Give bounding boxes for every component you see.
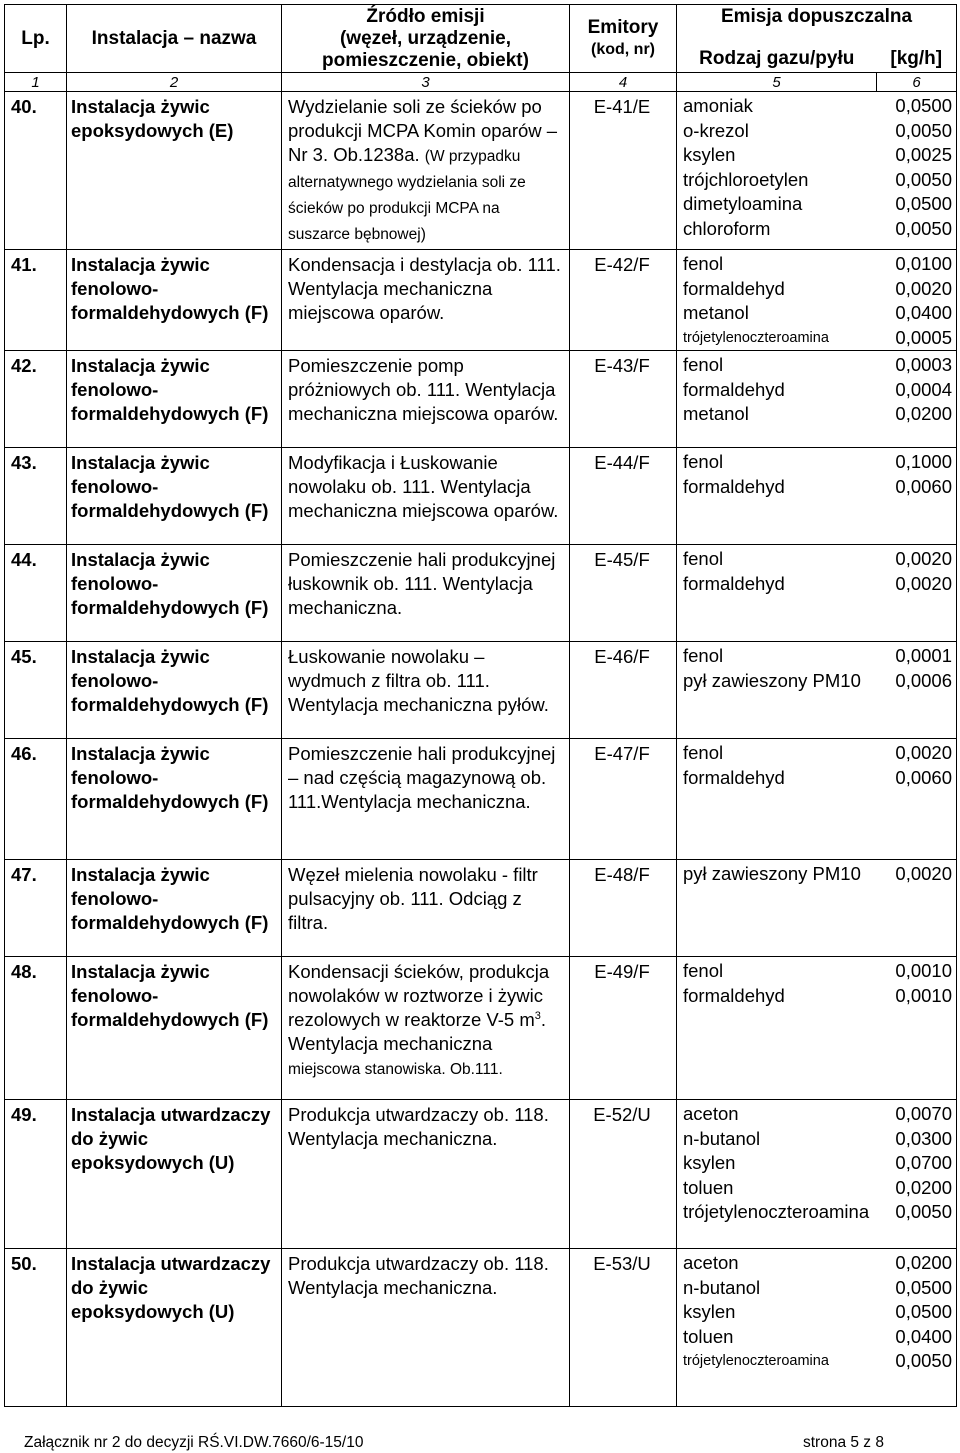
gas-name: metanol [683,403,749,424]
row-emission-source [282,545,570,642]
emission-source-text: Produkcja utwardzaczy ob. 118. Wentylacja mechaniczna. [288,1253,549,1298]
row-lp: 47. [5,860,67,957]
emission-source-text: Węzeł mielenia nowolaku - filtr pulsacyjny ob. 111. Odciąg z filtra. [288,864,538,933]
emission-source-note: miejscowa stanowiska. Ob.111. [288,1061,503,1078]
table-row [5,739,957,860]
header-jednostka: [kg/h] [877,29,957,73]
column-number-3: 3 [282,73,570,92]
emission-source-text: Łuskowanie nowolaku – wydmuch z filtra ob. 111. Wentylacja mechaniczna pyłów. [288,646,549,715]
column-number-1: 1 [5,73,67,92]
gas-emission-value: 0,0020 [895,863,952,884]
row-lp: 50. [5,1249,67,1407]
gas-emission-value: 0,0010 [895,984,952,1006]
gas-entry [683,1151,952,1176]
row-gas-list [677,642,957,739]
header-emitory-line2: (kod, nr) [591,40,655,58]
gas-name: trójetylenoczteroamina [683,329,829,346]
row-emission-source [282,642,570,739]
gas-name: o-krezol [683,119,749,141]
emission-source-text: Wydzielanie soli ze ścieków po produkcji MCPA Komin oparów – Nr 3. Ob.1238a. [288,96,558,165]
gas-emission-value: 0,0060 [895,475,952,497]
header-emisja: Emisja dopuszczalna [677,5,957,29]
row-lp: 45. [5,642,67,739]
row-emitter-code: E-45/F [570,545,677,642]
row-installation-name: Instalacja żywic epoksydowych (E) [67,92,282,250]
gas-name: fenol [683,960,724,981]
gas-emission-value: 0,0020 [895,548,952,569]
column-number-4: 4 [570,73,677,92]
gas-entry [683,301,952,326]
gas-entry [683,984,952,1009]
gas-name: metanol [683,302,749,323]
gas-entry [683,741,952,766]
header-emitory-line1: Emitory [587,16,659,38]
gas-entry [683,1349,952,1374]
table-row [5,545,957,642]
row-lp: 43. [5,448,67,545]
table-row [5,860,957,957]
table-row [5,92,957,250]
gas-entry [683,192,952,217]
gas-emission-value: 0,0001 [895,645,952,666]
gas-emission-value: 0,0010 [895,960,952,981]
gas-emission-value: 0,0050 [895,217,952,239]
gas-emission-value: 0,0006 [895,669,952,691]
emission-source-text-cont: . Wentylacja mechaniczna [288,1009,547,1054]
row-emitter-code: E-53/U [570,1249,677,1407]
gas-entry [683,326,952,351]
row-emitter-code: E-52/U [570,1100,677,1249]
column-number-2: 2 [67,73,282,92]
table-row [5,1100,957,1249]
gas-emission-value: 0,0200 [895,1252,952,1273]
table-row [5,351,957,448]
row-emission-source [282,1100,570,1249]
gas-entry [683,1127,952,1152]
row-installation-name: Instalacja żywic fenolowo-formaldehydowych (F) [67,642,282,739]
gas-entry [683,1176,952,1201]
gas-emission-value: 0,0050 [895,1201,952,1222]
row-lp: 49. [5,1100,67,1249]
row-gas-list [677,739,957,860]
gas-entry [683,766,952,791]
gas-name: fenol [683,451,724,472]
column-number-6: 6 [877,73,957,92]
emission-source-text: Kondensacja i destylacja ob. 111. Wentylacja mechaniczna miejscowa oparów. [288,254,561,323]
gas-name: formaldehyd [683,766,785,788]
gas-entry [683,353,952,378]
gas-emission-value: 0,0020 [895,277,952,299]
gas-emission-value: 0,0004 [895,378,952,400]
row-emission-source [282,92,570,250]
gas-emission-value: 0,0200 [895,403,952,424]
row-lp: 41. [5,250,67,351]
gas-name: amoniak [683,95,753,116]
column-numbers-row [5,73,957,92]
gas-emission-value: 0,0070 [895,1103,952,1124]
row-gas-list [677,957,957,1100]
gas-entry [683,252,952,277]
gas-name: fenol [683,742,724,763]
emission-table [4,4,957,1407]
row-emission-source [282,351,570,448]
gas-emission-value: 0,0050 [895,168,952,190]
row-emitter-code: E-41/E [570,92,677,250]
emission-source-text: Pomieszczenie pomp próżniowych ob. 111. Wentylacja mechaniczna miejscowa oparów. [288,355,559,424]
table-row [5,250,957,351]
gas-entry [683,547,952,572]
header-rodzaj: Rodzaj gazu/pyłu [677,29,877,73]
gas-name: formaldehyd [683,277,785,299]
gas-entry [683,94,952,119]
gas-entry [683,402,952,427]
gas-emission-value: 0,0060 [895,766,952,788]
row-lp: 40. [5,92,67,250]
gas-name: n-butanol [683,1127,761,1149]
gas-emission-value: 0,0020 [895,742,952,763]
gas-emission-value: 0,0500 [895,95,952,116]
gas-name: toluen [683,1176,734,1198]
header-lp: Lp. [5,5,67,73]
row-emitter-code: E-48/F [570,860,677,957]
gas-name: pył zawieszony PM10 [683,669,861,691]
row-installation-name: Instalacja żywic fenolowo-formaldehydowych (F) [67,250,282,351]
table-row [5,957,957,1100]
gas-entry [683,378,952,403]
gas-name: dimetyloamina [683,193,803,214]
gas-entry [683,217,952,242]
table-row [5,1249,957,1407]
table-row [5,642,957,739]
row-emission-source [282,957,570,1100]
row-installation-name: Instalacja żywic fenolowo-formaldehydowych (F) [67,351,282,448]
gas-emission-value: 0,0050 [895,119,952,141]
gas-emission-value: 0,0300 [895,1127,952,1149]
gas-entry [683,1325,952,1350]
gas-name: toluen [683,1325,734,1347]
row-gas-list [677,250,957,351]
gas-name: fenol [683,548,724,569]
gas-entry [683,1200,952,1225]
row-emitter-code: E-42/F [570,250,677,351]
row-installation-name: Instalacja żywic fenolowo-formaldehydowych (F) [67,860,282,957]
gas-emission-value: 0,0003 [895,354,952,375]
row-emitter-code: E-44/F [570,448,677,545]
row-emission-source [282,250,570,351]
emission-source-text: Pomieszczenie hali produkcyjnej łuskownik ob. 111. Wentylacja mechaniczna. [288,549,556,618]
gas-name: pył zawieszony PM10 [683,863,861,884]
gas-entry [683,1251,952,1276]
row-lp: 46. [5,739,67,860]
gas-entry [683,168,952,193]
gas-name: ksylen [683,1301,736,1322]
row-emitter-code: E-47/F [570,739,677,860]
gas-entry [683,1276,952,1301]
gas-entry [683,1300,952,1325]
emission-source-text: Modyfikacja i Łuskowanie nowolaku ob. 111. Wentylacja mechaniczna miejscowa oparów. [288,452,559,521]
emission-source-text: Pomieszczenie hali produkcyjnej – nad częścią magazynową ob. 111.Wentylacja mechaniczna. [288,743,556,812]
gas-name: fenol [683,253,724,274]
gas-entry [683,119,952,144]
column-number-5: 5 [677,73,877,92]
gas-name: n-butanol [683,1276,761,1298]
gas-entry [683,572,952,597]
header-zrodlo-line3: pomieszczenie, obiekt) [322,49,529,71]
row-gas-list [677,1100,957,1249]
row-installation-name: Instalacja utwardzaczy do żywic epoksydowych (U) [67,1249,282,1407]
table-row [5,448,957,545]
row-emitter-code: E-46/F [570,642,677,739]
header-zrodlo [282,5,570,73]
row-emission-source [282,1249,570,1407]
row-emission-source [282,739,570,860]
gas-entry [683,644,952,669]
header-emitory [570,5,677,73]
gas-name: formaldehyd [683,984,785,1006]
gas-entry [683,959,952,984]
row-installation-name: Instalacja utwardzaczy do żywic epoksydowych (U) [67,1100,282,1249]
footer-page-number: strona 5 z 8 [803,1434,884,1451]
row-installation-name: Instalacja żywic fenolowo-formaldehydowych (F) [67,545,282,642]
gas-entry [683,277,952,302]
gas-name: formaldehyd [683,378,785,400]
header-zrodlo-line1: Źródło emisji [366,5,485,27]
header-zrodlo-line2: (węzeł, urządzenie, [339,27,512,49]
gas-name: trójetylenoczteroamina [683,1201,870,1222]
gas-emission-value: 0,1000 [895,451,952,472]
gas-name: chloroform [683,217,771,239]
gas-emission-value: 0,0500 [895,1301,952,1322]
emission-table-document [4,4,956,1407]
row-lp: 44. [5,545,67,642]
gas-name: ksylen [683,144,736,165]
row-gas-list [677,545,957,642]
emission-source-note: (W przypadku alternatywnego wydzielania soli ze ścieków po produkcji MCPA na suszarce bębnowej) [288,148,526,243]
footer-annex-ref: Załącznik nr 2 do decyzji RŚ.VI.DW.7660/6-15/10 [24,1434,364,1451]
row-installation-name: Instalacja żywic fenolowo-formaldehydowych (F) [67,739,282,860]
row-installation-name: Instalacja żywic fenolowo-formaldehydowych (F) [67,957,282,1100]
gas-emission-value: 0,0025 [895,144,952,165]
row-lp: 48. [5,957,67,1100]
emission-source-text: Kondensacji ścieków, produkcja nowolaków w roztworze i żywic rezolowych w reaktorze V-5 m [288,961,550,1030]
gas-name: aceton [683,1103,739,1124]
row-gas-list [677,860,957,957]
gas-emission-value: 0,0005 [895,326,952,348]
gas-entry [683,450,952,475]
row-gas-list [677,351,957,448]
row-emitter-code: E-43/F [570,351,677,448]
row-emitter-code: E-49/F [570,957,677,1100]
gas-emission-value: 0,0020 [895,572,952,594]
row-emission-source [282,448,570,545]
gas-entry [683,862,952,887]
gas-name: trójetylenoczteroamina [683,1353,829,1369]
row-installation-name: Instalacja żywic fenolowo-formaldehydowych (F) [67,448,282,545]
gas-name: fenol [683,354,724,375]
gas-emission-value: 0,0500 [895,1276,952,1298]
row-gas-list [677,92,957,250]
row-lp: 42. [5,351,67,448]
emission-rows [5,92,957,1407]
gas-name: trójchloroetylen [683,168,809,190]
gas-emission-value: 0,0700 [895,1152,952,1173]
emission-source-text: Produkcja utwardzaczy ob. 118. Wentylacja mechaniczna. [288,1104,549,1149]
gas-name: ksylen [683,1152,736,1173]
gas-emission-value: 0,0400 [895,302,952,323]
gas-emission-value: 0,0050 [895,1350,952,1371]
row-gas-list [677,1249,957,1407]
emission-source-superscript: 3 [534,1009,541,1022]
gas-entry [683,669,952,694]
gas-emission-value: 0,0100 [895,253,952,274]
gas-name: formaldehyd [683,572,785,594]
row-gas-list [677,448,957,545]
gas-entry [683,143,952,168]
gas-emission-value: 0,0500 [895,193,952,214]
gas-entry [683,1102,952,1127]
row-emission-source [282,860,570,957]
gas-entry [683,475,952,500]
header-instalacja: Instalacja – nazwa [67,5,282,73]
gas-name: fenol [683,645,724,666]
gas-name: aceton [683,1252,739,1273]
gas-emission-value: 0,0400 [895,1325,952,1347]
gas-emission-value: 0,0200 [895,1176,952,1198]
gas-name: formaldehyd [683,475,785,497]
